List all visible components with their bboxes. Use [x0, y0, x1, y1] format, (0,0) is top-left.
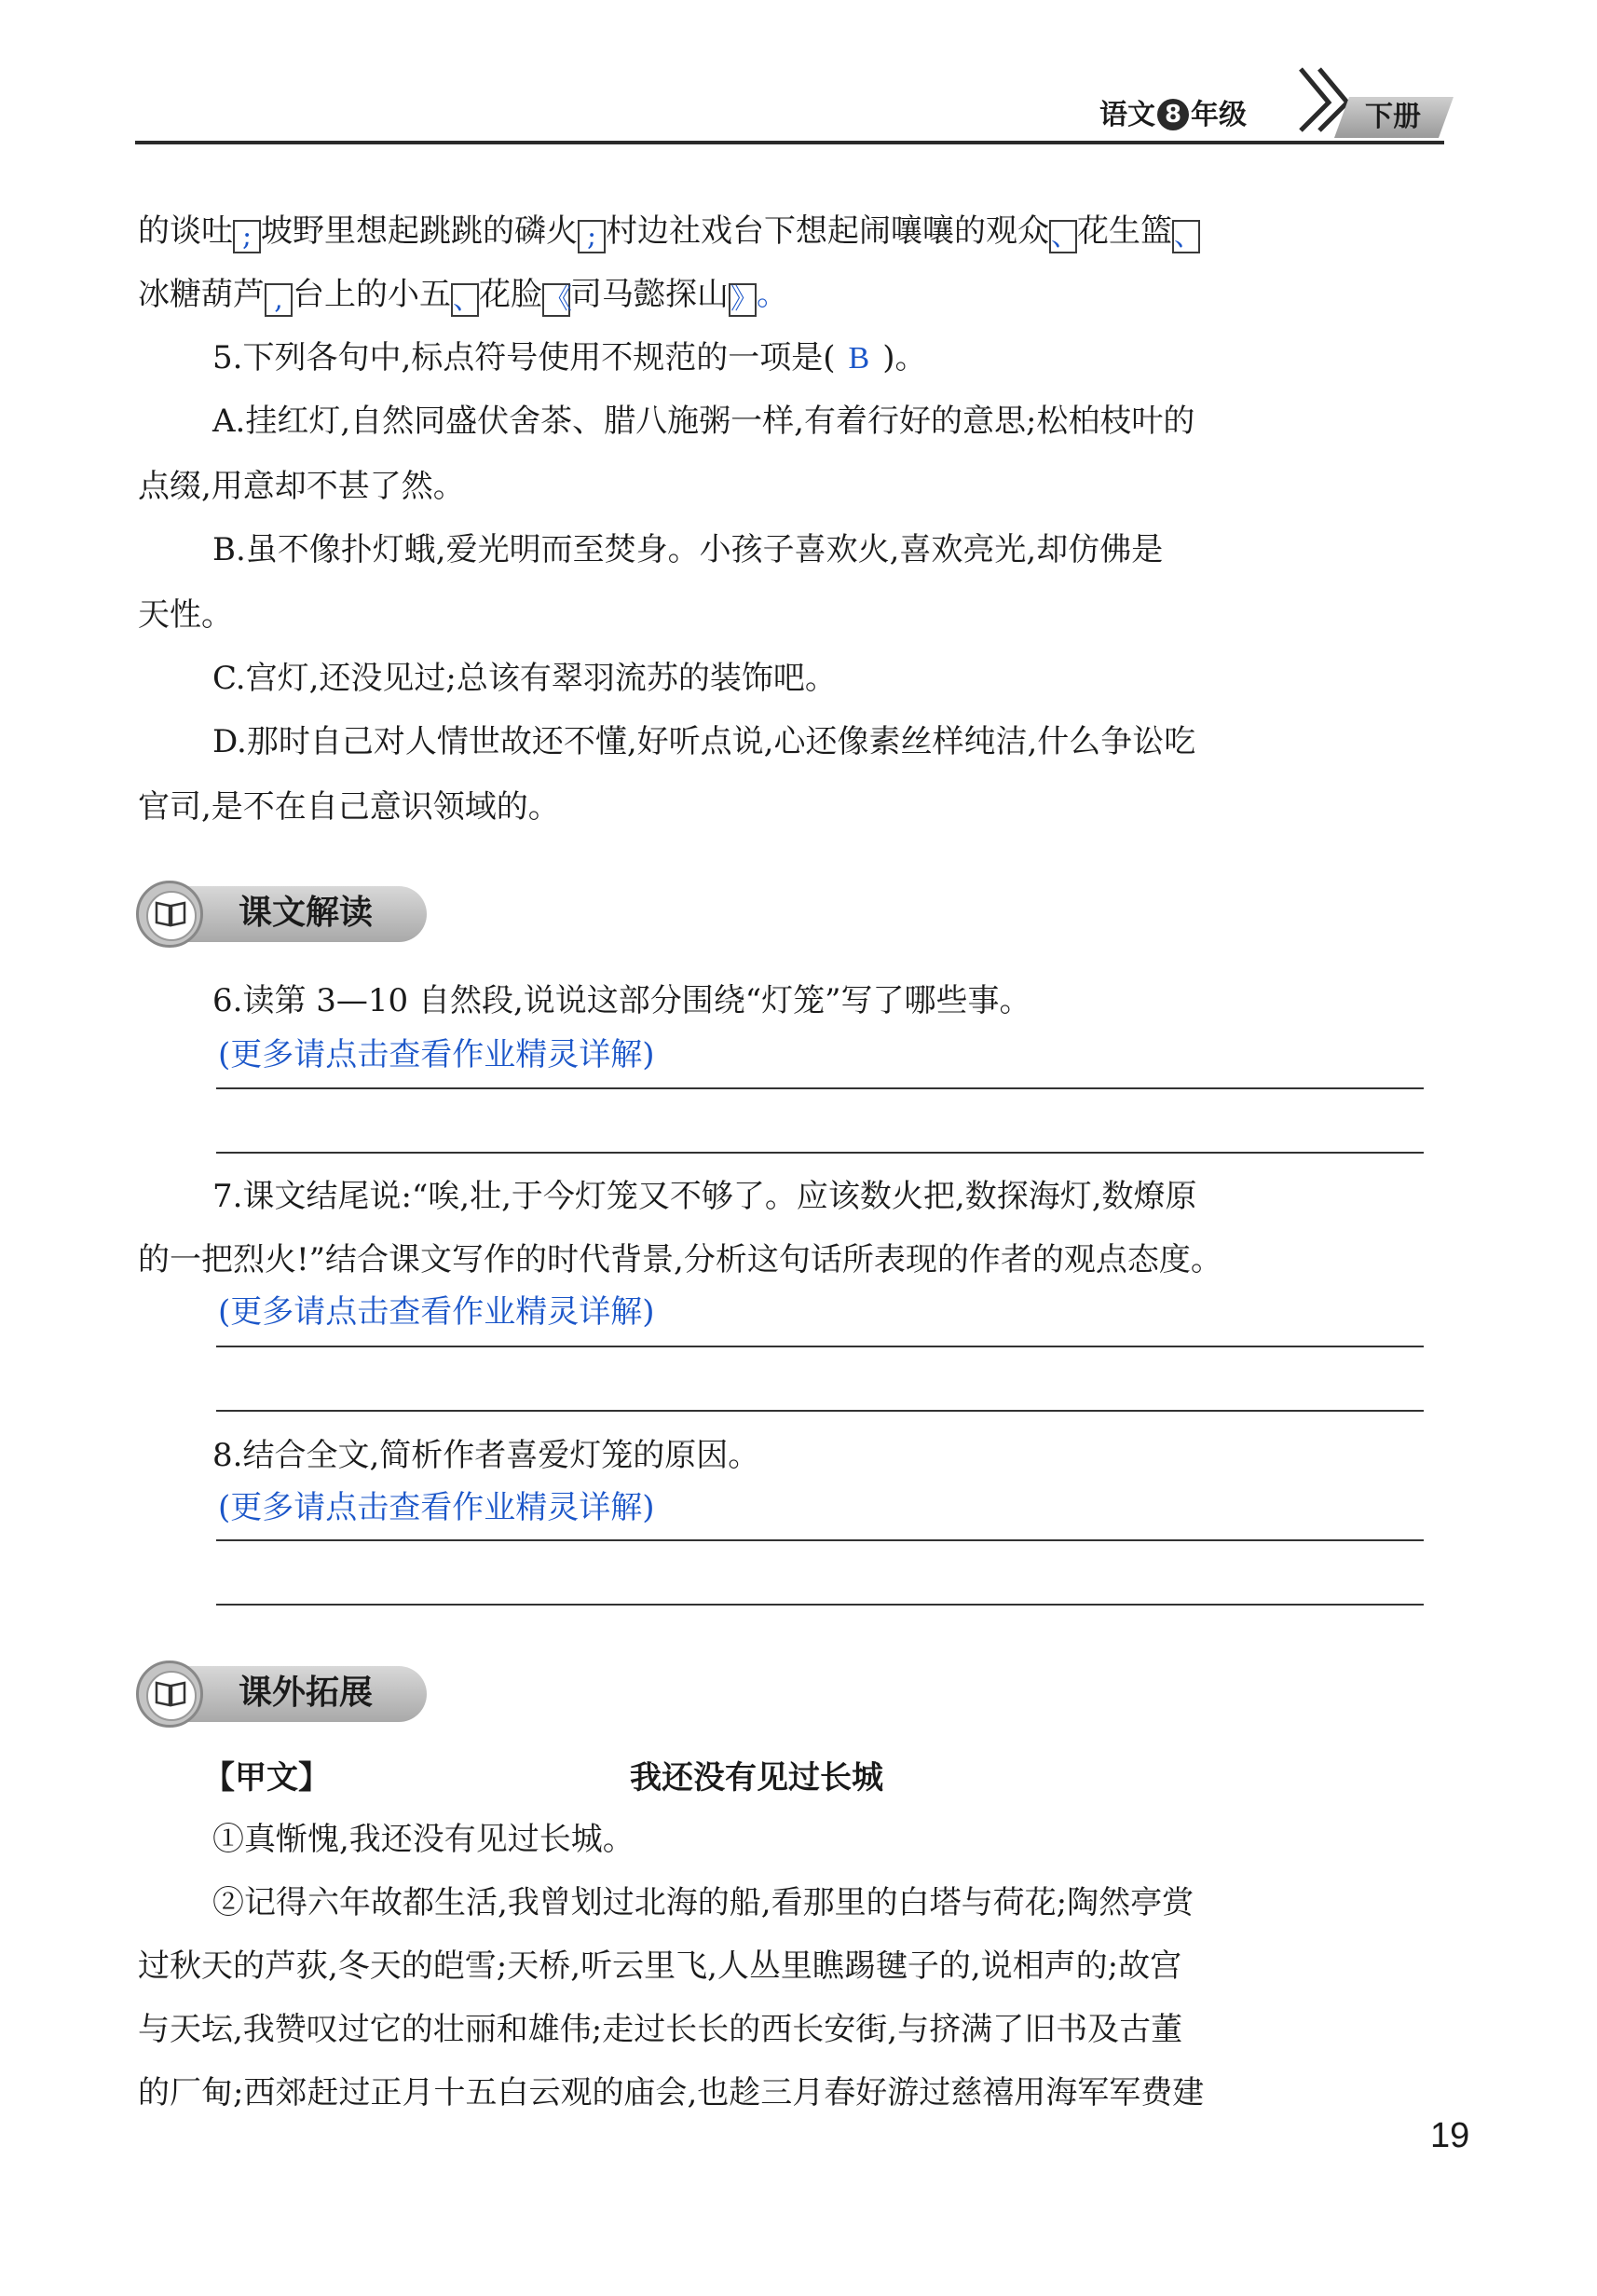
header-rule [135, 141, 1444, 144]
q5-stem [212, 337, 926, 379]
answer-line [216, 1604, 1424, 1606]
q4-answer-period: 。 [757, 276, 788, 313]
book-icon [155, 1679, 186, 1707]
header-volume: 下册 [1365, 101, 1421, 133]
passage-paragraph-2-line3: 与天坛,我赞叹过它的壮丽和雄伟;走过长长的西长安街,与挤满了旧书及古董 [138, 2011, 1183, 2048]
q4-text: 台上的小五 [293, 276, 451, 313]
header-subject-grade [1099, 97, 1247, 134]
answer-line [216, 1410, 1424, 1412]
q7-stem-line2: 的一把烈火!”结合课文写作的时代背景,分析这句话所表现的作者的观点态度。 [138, 1241, 1222, 1278]
section-badge-text-reading [136, 881, 434, 948]
q8-answer-link[interactable]: (更多请点击查看作业精灵详解) [218, 1489, 655, 1526]
passage-paragraph-2-line4: 的厂甸;西郊赶过正月十五白云观的庙会,也趁三月春好游过慈禧用海军军费建 [138, 2074, 1205, 2112]
q4-text: 的谈吐 [138, 212, 233, 250]
answer-line [216, 1087, 1424, 1089]
punct-box: 》 [730, 283, 758, 316]
q4-text: 冰糖葫芦 [138, 276, 265, 313]
q4-line-1 [138, 211, 1200, 253]
q5-option-a-line1: A.挂红灯,自然同盛伏舍茶、腊八施粥一样,有着行好的意思;松柏枝叶的 [212, 403, 1195, 440]
q6-answer-link[interactable]: (更多请点击查看作业精灵详解) [218, 1036, 655, 1073]
q7-stem-line1: 7.课文结尾说:“唉,壮,于今灯笼又不够了。应该数火把,数探海灯,数燎原 [212, 1178, 1197, 1215]
passage-label: 【甲文】 [203, 1759, 330, 1797]
punct-box: ; [233, 220, 261, 253]
q5-option-b-line1: B.虽不像扑灯蛾,爱光明而至焚身。小孩子喜欢火,喜欢亮光,却仿佛是 [212, 531, 1164, 568]
q4-text: 司马懿探山 [570, 276, 729, 313]
book-icon [155, 899, 186, 927]
q5-answer: B [848, 341, 870, 376]
q5-option-d-line1: D.那时自己对人情世故还不懂,好听点说,心还像素丝样纯洁,什么争讼吃 [212, 723, 1196, 760]
page-number: 19 [1430, 2116, 1470, 2155]
passage-paragraph-1: ①真惭愧,我还没有见过长城。 [212, 1821, 635, 1858]
punct-box: 、 [1174, 220, 1202, 253]
answer-line [216, 1152, 1424, 1154]
q4-text: 花脸 [479, 276, 542, 313]
header-grade-word: 年级 [1191, 99, 1247, 131]
q4-text: 花生篮 [1077, 212, 1172, 250]
section-badge-extension [136, 1660, 434, 1728]
header-subject: 语文 [1099, 99, 1155, 131]
punct-box: , [265, 283, 293, 317]
punct-box: 、 [1051, 220, 1079, 253]
section-title: 课文解读 [239, 894, 374, 932]
q5-stem-text: 5.下列各句中,标点符号使用不规范的一项是( [212, 339, 836, 376]
grade-number-badge: 8 [1157, 99, 1189, 130]
q5-option-c: C.宫灯,还没见过;总该有翠羽流苏的装饰吧。 [212, 660, 837, 697]
answer-line [216, 1539, 1424, 1541]
q5-option-a-line2: 点缀,用意却不甚了然。 [138, 468, 465, 505]
q4-line-2 [138, 274, 788, 317]
punct-box: 《 [544, 283, 572, 316]
q7-answer-link[interactable]: (更多请点击查看作业精灵详解) [218, 1293, 655, 1331]
answer-line [216, 1346, 1424, 1347]
section-title: 课外拓展 [239, 1674, 374, 1712]
punct-box: ; [578, 220, 606, 253]
q4-text: 村边社戏台下想起闹嚷嚷的观众 [606, 212, 1049, 250]
punct-box: 、 [453, 283, 481, 316]
q4-text: 坡野里想起跳跳的磷火 [261, 212, 578, 250]
q5-option-d-line2: 官司,是不在自己意识领域的。 [138, 788, 560, 826]
q6-stem: 6.读第 3—10 自然段,说说这部分围绕“灯笼”写了哪些事。 [212, 982, 1031, 1019]
passage-paragraph-2-line2: 过秋天的芦荻,冬天的皑雪;天桥,听云里飞,人丛里瞧踢毽子的,说相声的;故宫 [138, 1948, 1182, 1985]
passage-paragraph-2-line1: ②记得六年故都生活,我曾划过北海的船,看那里的白塔与荷花;陶然亭赏 [212, 1884, 1194, 1921]
q8-stem: 8.结合全文,简析作者喜爱灯笼的原因。 [212, 1437, 760, 1474]
passage-title: 我还没有见过长城 [630, 1759, 883, 1797]
q5-option-b-line2: 天性。 [138, 596, 233, 634]
q5-stem-end: )。 [882, 339, 927, 376]
